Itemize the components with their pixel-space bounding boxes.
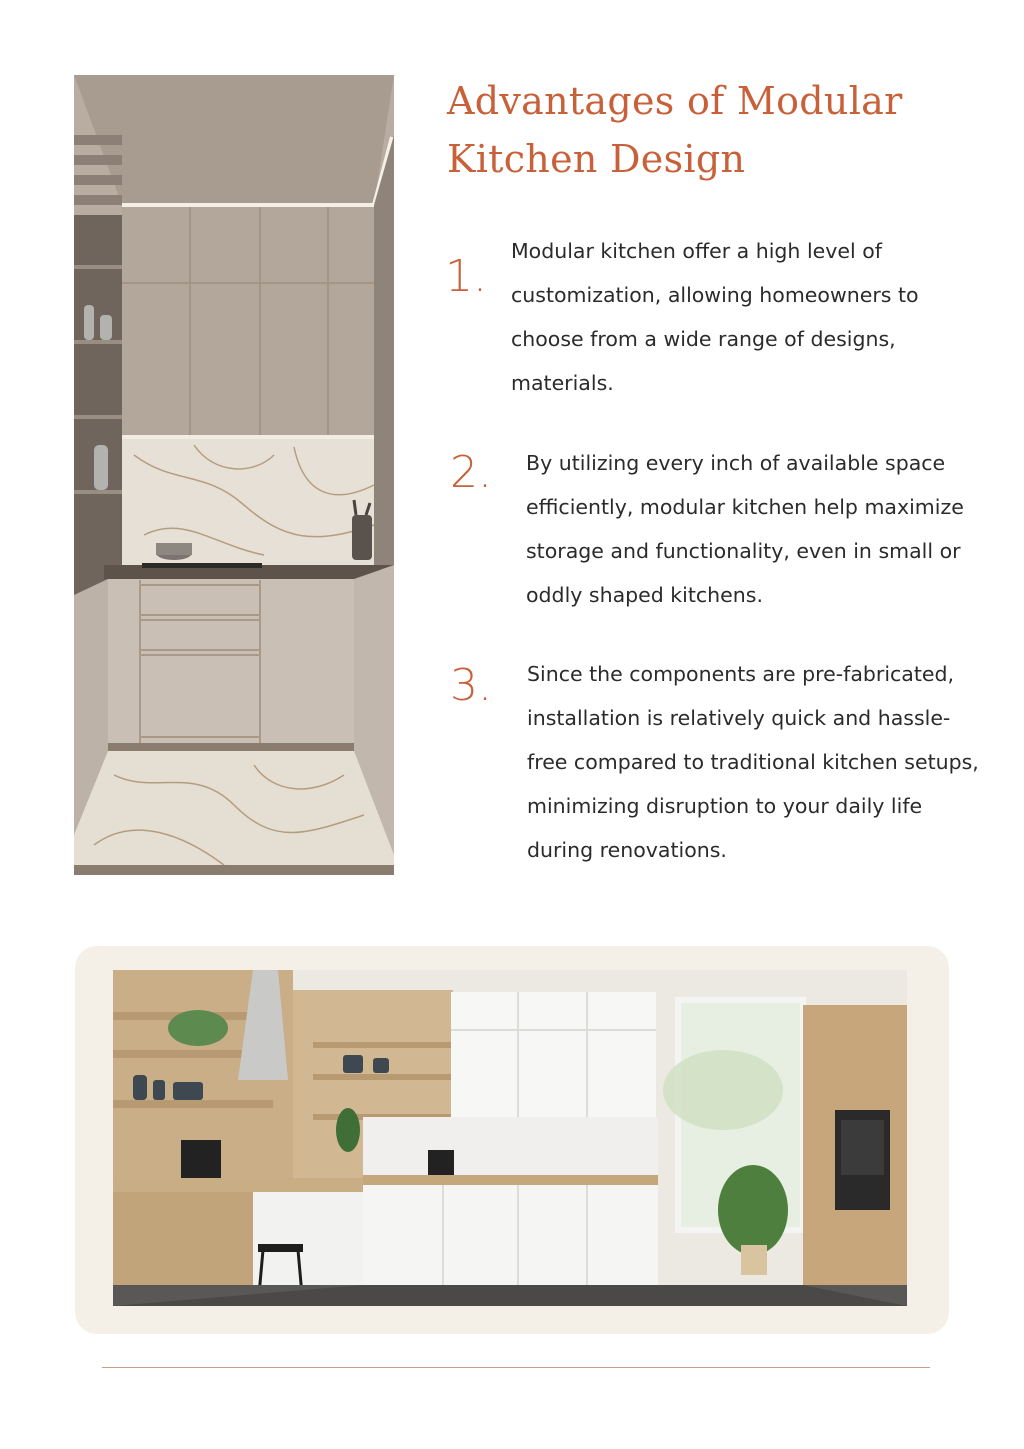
item-number: 2. — [450, 447, 492, 498]
item-text: Since the components are pre-fabricated, installation is relatively quick and hassle-free compared to traditional kitchen setups, minimizing disruption to your daily life during renovations. — [527, 662, 979, 862]
item-text: Modular kitchen offer a high level of customization, allowing homeowners to choose from a wide range of designs, materials. — [511, 239, 919, 395]
item-number: 3. — [450, 660, 492, 711]
kitchen-photo-wide — [113, 970, 907, 1306]
item-number: 1. — [445, 251, 487, 302]
footer-divider — [102, 1367, 930, 1368]
kitchen-photo-vertical — [74, 75, 394, 875]
page-title: Advantages of Modular Kitchen Design — [447, 79, 903, 181]
item-text: By utilizing every inch of available space efficiently, modular kitchen help maximize storage and functionality, even in small or oddly shaped kitchens. — [526, 451, 964, 607]
